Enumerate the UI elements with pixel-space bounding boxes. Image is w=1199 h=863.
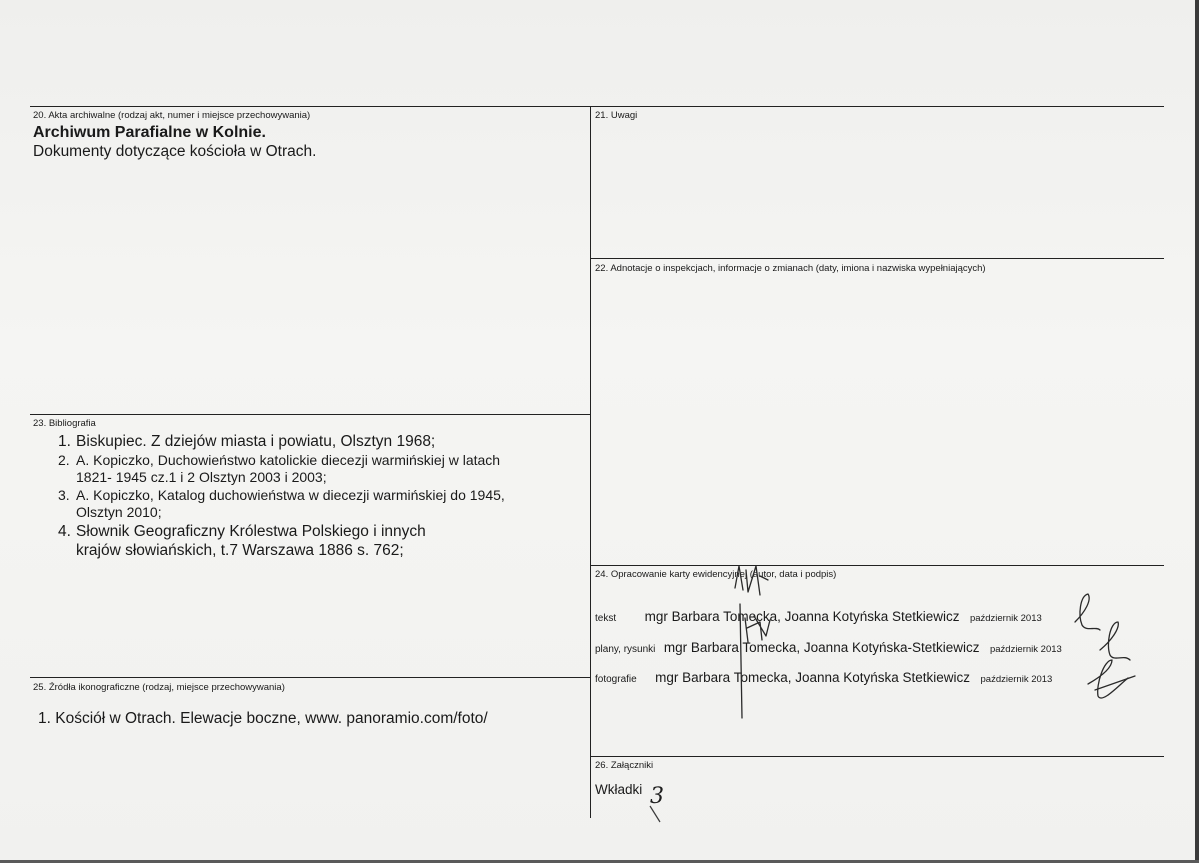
- item-text: A. Kopiczko, Duchowieństwo katolickie diecezji warmińskiej w latach: [76, 452, 501, 468]
- item-text: krajów słowiańskich, t.7 Warszawa 1886 s. 762;: [76, 542, 404, 559]
- scan-edge-right: [1195, 0, 1199, 863]
- bibliography-item: [50, 487, 580, 521]
- rule-26: [590, 756, 1164, 757]
- item-number: 1.: [58, 433, 71, 450]
- row-date: październik 2013: [980, 674, 1053, 685]
- section-20-label: 20. Akta archiwalne (rodzaj akt, numer i miejsce przechowywania): [33, 110, 311, 121]
- bibliography-item: [50, 452, 580, 486]
- section-22-label: 22. Adnotacje o inspekcjach, informacje o zmianach (daty, imiona i nazwiska wypełniających): [595, 263, 986, 274]
- author-row-text: [595, 608, 1042, 626]
- row-authors: mgr Barbara Tomecka, Joanna Kotyńska Stetkiewicz: [644, 609, 960, 624]
- bibliography-item: [50, 432, 580, 451]
- rule-24: [590, 565, 1164, 566]
- item-text: Słownik Geograficzny Królestwa Polskiego i innych: [76, 523, 426, 540]
- archive-name: Archiwum Parafialne w Kolnie.: [33, 124, 266, 141]
- archive-documents: Dokumenty dotyczące kościoła w Otrach.: [33, 143, 317, 160]
- iconography-source: 1. Kościół w Otrach. Elewacje boczne, www. panoramio.com/foto/: [38, 710, 488, 727]
- section-24-label: 24. Opracowanie karty ewidencyjnej (autor, data i podpis): [595, 569, 837, 580]
- item-number: 4.: [58, 523, 71, 540]
- item-text: Olsztyn 2010;: [76, 504, 162, 520]
- row-date: październik 2013: [989, 644, 1062, 655]
- item-number: 3.: [58, 487, 70, 503]
- row-authors: mgr Barbara Tomecka, Joanna Kotyńska-Stetkiewicz: [663, 640, 980, 655]
- bibliography-item: [50, 522, 580, 560]
- rule-22: [590, 258, 1164, 259]
- author-row-photos: [595, 669, 1052, 687]
- bibliography-list: [50, 432, 580, 561]
- item-text: Biskupiec. Z dziejów miasta i powiatu, Olsztyn 1968;: [76, 433, 436, 450]
- row-date: październik 2013: [969, 613, 1042, 624]
- item-text: 1821- 1945 cz.1 i 2 Olsztyn 2003 i 2003;: [76, 469, 327, 485]
- row-label: plany, rysunki: [595, 644, 656, 655]
- row-label: tekst: [595, 613, 617, 624]
- top-rule: [30, 106, 1164, 107]
- rule-25: [30, 677, 590, 678]
- center-divider: [590, 106, 591, 818]
- author-row-plans: [595, 639, 1062, 657]
- row-authors: mgr Barbara Tomecka, Joanna Kotyńska Stetkiewicz: [655, 670, 971, 685]
- handwritten-count: 3: [650, 784, 664, 809]
- section-26-label: 26. Załączniki: [595, 760, 654, 771]
- item-text: A. Kopiczko, Katalog duchowieństwa w diecezji warmińskiej do 1945,: [76, 487, 505, 503]
- attachments-value: Wkładki: [595, 782, 643, 797]
- section-23-label: 23. Bibliografia: [33, 418, 96, 429]
- section-21-label: 21. Uwagi: [595, 110, 638, 121]
- item-number: 2.: [58, 452, 70, 468]
- row-label: fotografie: [595, 674, 637, 685]
- section-25-label: 25. Źródła ikonograficzne (rodzaj, miejsce przechowywania): [33, 682, 285, 693]
- rule-23: [30, 414, 590, 415]
